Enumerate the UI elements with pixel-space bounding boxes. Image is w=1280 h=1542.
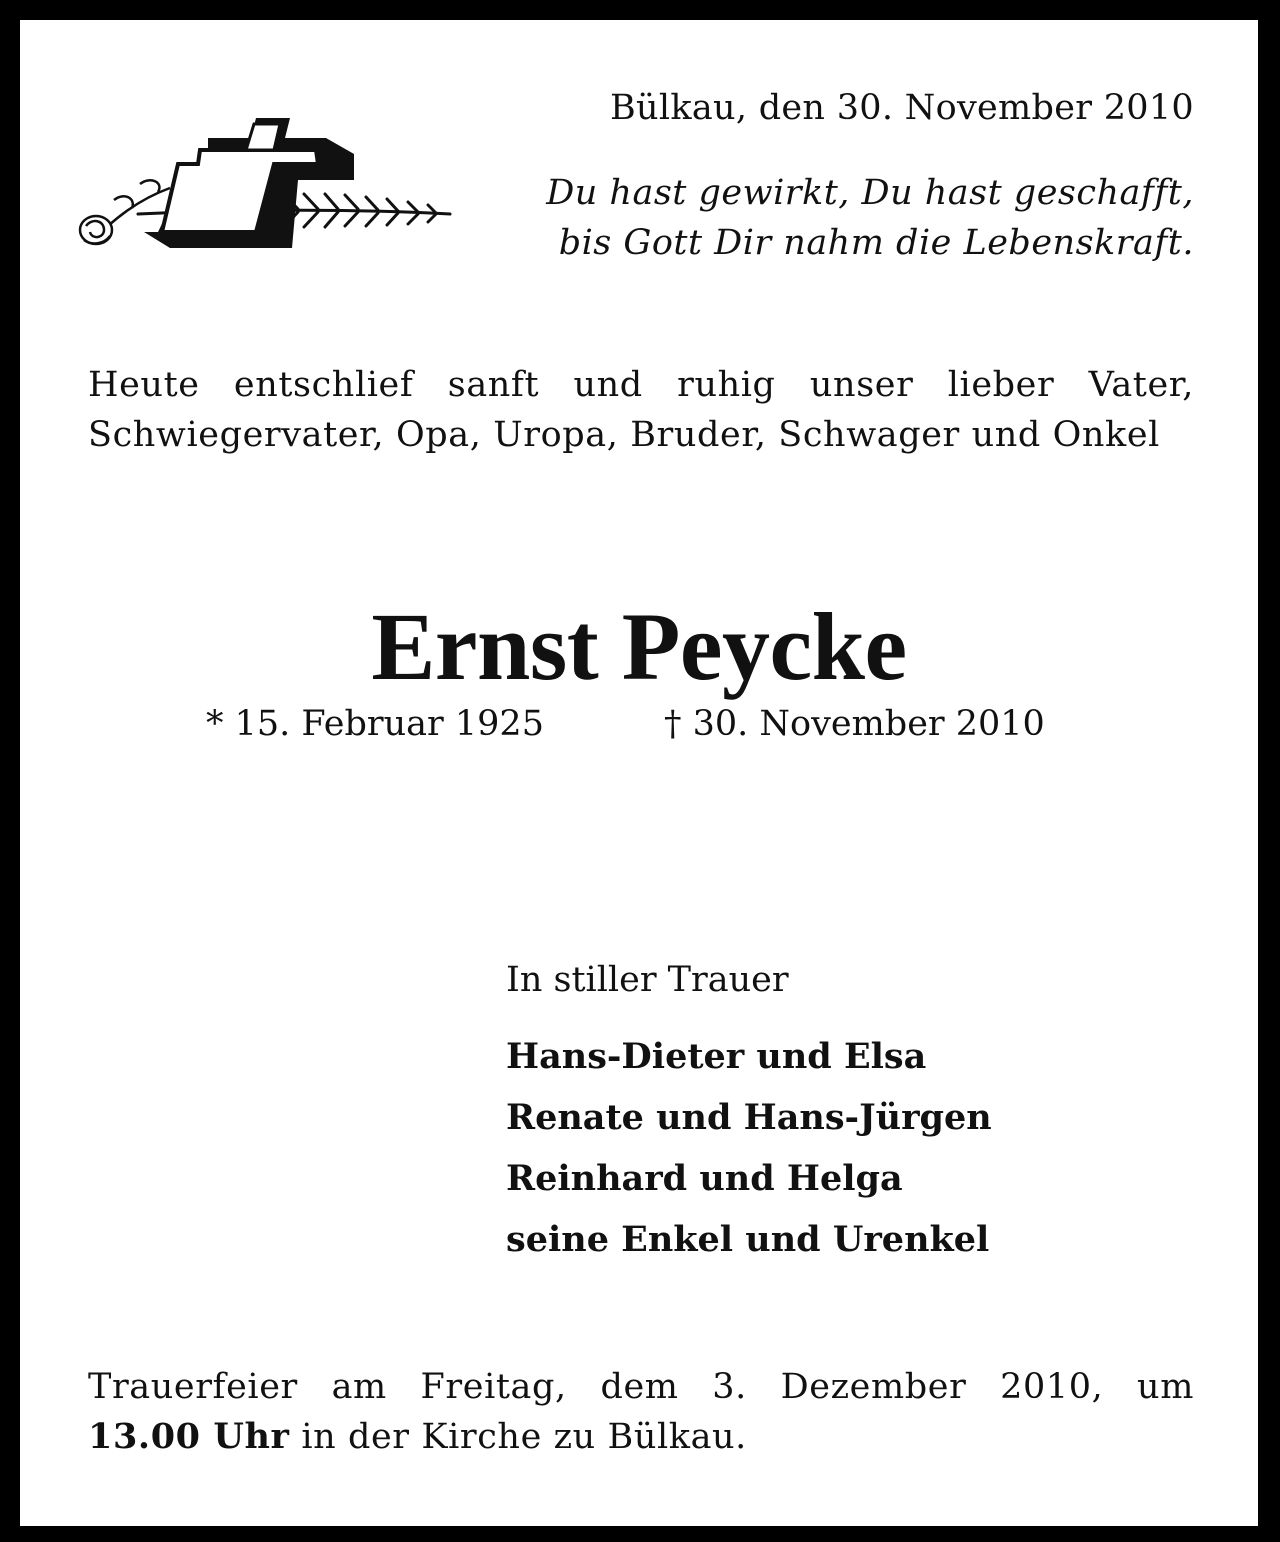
obituary-card bbox=[20, 20, 1258, 1526]
funeral-location: in der Kirche zu Bülkau. bbox=[289, 1417, 747, 1457]
mourner: Renate und Hans-Jürgen bbox=[506, 1097, 992, 1138]
funeral-service-info bbox=[88, 1362, 1194, 1462]
verse-line: Du hast gewirkt, Du hast geschafft, bbox=[546, 173, 1194, 213]
mourner: Reinhard und Helga bbox=[506, 1158, 903, 1199]
mourner: seine Enkel und Urenkel bbox=[506, 1219, 990, 1260]
mourners-list bbox=[506, 1026, 992, 1270]
death-announcement-text: Heute entschlief sanft und ruhig unser lieber Vater, Schwiegervater, Opa, Uropa, Bruder, Schwager und Onkel bbox=[88, 365, 1194, 455]
cross-with-rose-and-palm-branch-icon bbox=[78, 118, 454, 258]
funeral-line: Trauerfeier am Freitag, dem 3. Dezember 2010, um bbox=[88, 1367, 1194, 1407]
verse-line: bis Gott Dir nahm die Lebenskraft. bbox=[558, 223, 1194, 263]
deceased-name: Ernst Peycke bbox=[371, 593, 907, 700]
birth-date: * 15. Februar 1925 bbox=[206, 704, 544, 744]
funeral-time: 13.00 Uhr bbox=[88, 1416, 290, 1457]
mourner: Hans-Dieter und Elsa bbox=[506, 1036, 927, 1077]
place-date: Bülkau, den 30. November 2010 bbox=[609, 88, 1194, 128]
memorial-verse bbox=[546, 168, 1194, 268]
mourning-label: In stiller Trauer bbox=[506, 960, 789, 1000]
death-date: † 30. November 2010 bbox=[664, 704, 1045, 744]
